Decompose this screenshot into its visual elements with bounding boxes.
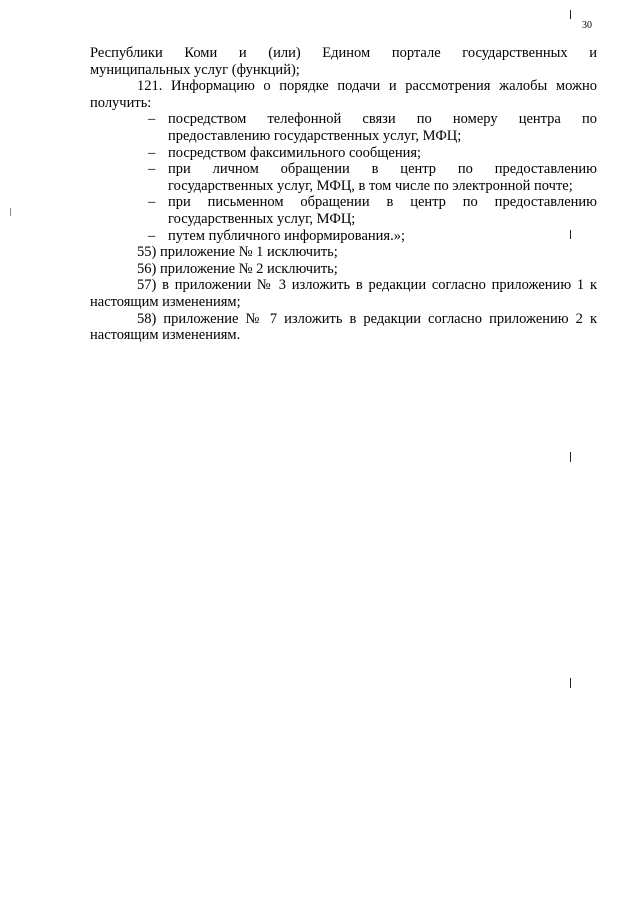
list-item [90,111,597,128]
paragraph-121-line-1: 121. Информацию о порядке подачи и рассмотрения жалобы можно [137,78,597,95]
list-item-line-1: посредством телефонной связи по номеру центра по [168,111,597,128]
item-55: 55) приложение № 1 исключить; [137,244,338,261]
page-number: 30 [582,20,592,31]
bullet-list [90,111,597,244]
list-item-line-1: при письменном обращении в центр по предоставлению [168,194,597,211]
list-item [90,228,597,245]
intro-line-2: муниципальных услуг (функций); [90,61,300,78]
margin-mark [570,678,571,688]
bullet-dash: – [148,227,156,244]
intro-line-1: Республики Коми и (или) Едином порталe государственных и [90,45,597,61]
paragraph-121-line-2: получить: [90,94,152,111]
item-57-line-2: настоящим изменениям; [90,293,241,310]
list-item-line-2: предоставлению государственных услуг, МФЦ; [168,127,462,144]
list-item-line-1: путем публичного информирования.»; [168,227,405,244]
item-56: 56) приложение № 2 исключить; [137,260,338,277]
list-item [90,161,597,178]
list-item-line-2: государственных услуг, МФЦ; [168,210,356,227]
margin-mark [570,452,571,462]
margin-mark [10,208,11,216]
bullet-dash: – [148,111,156,128]
bullet-dash: – [148,144,156,161]
item-58-line-2: настоящим изменениям. [90,327,241,344]
item-57-line-1: 57) в приложении № 3 изложить в редакции согласно приложению 1 к [137,277,597,294]
margin-mark [570,10,571,19]
document-body [90,45,597,344]
list-item [90,145,597,162]
bullet-dash: – [148,161,156,178]
bullet-dash: – [148,194,156,211]
item-58-line-1: 58) приложение № 7 изложить в редакции согласно приложению 2 к [137,310,597,327]
list-item-line-2: государственных услуг, МФЦ, в том числе по электронной почте; [168,177,573,194]
list-item-line-1: при личном обращении в центр по предоставлению [168,161,597,178]
list-item-line-1: посредством факсимильного сообщения; [168,144,422,161]
list-item [90,194,597,211]
